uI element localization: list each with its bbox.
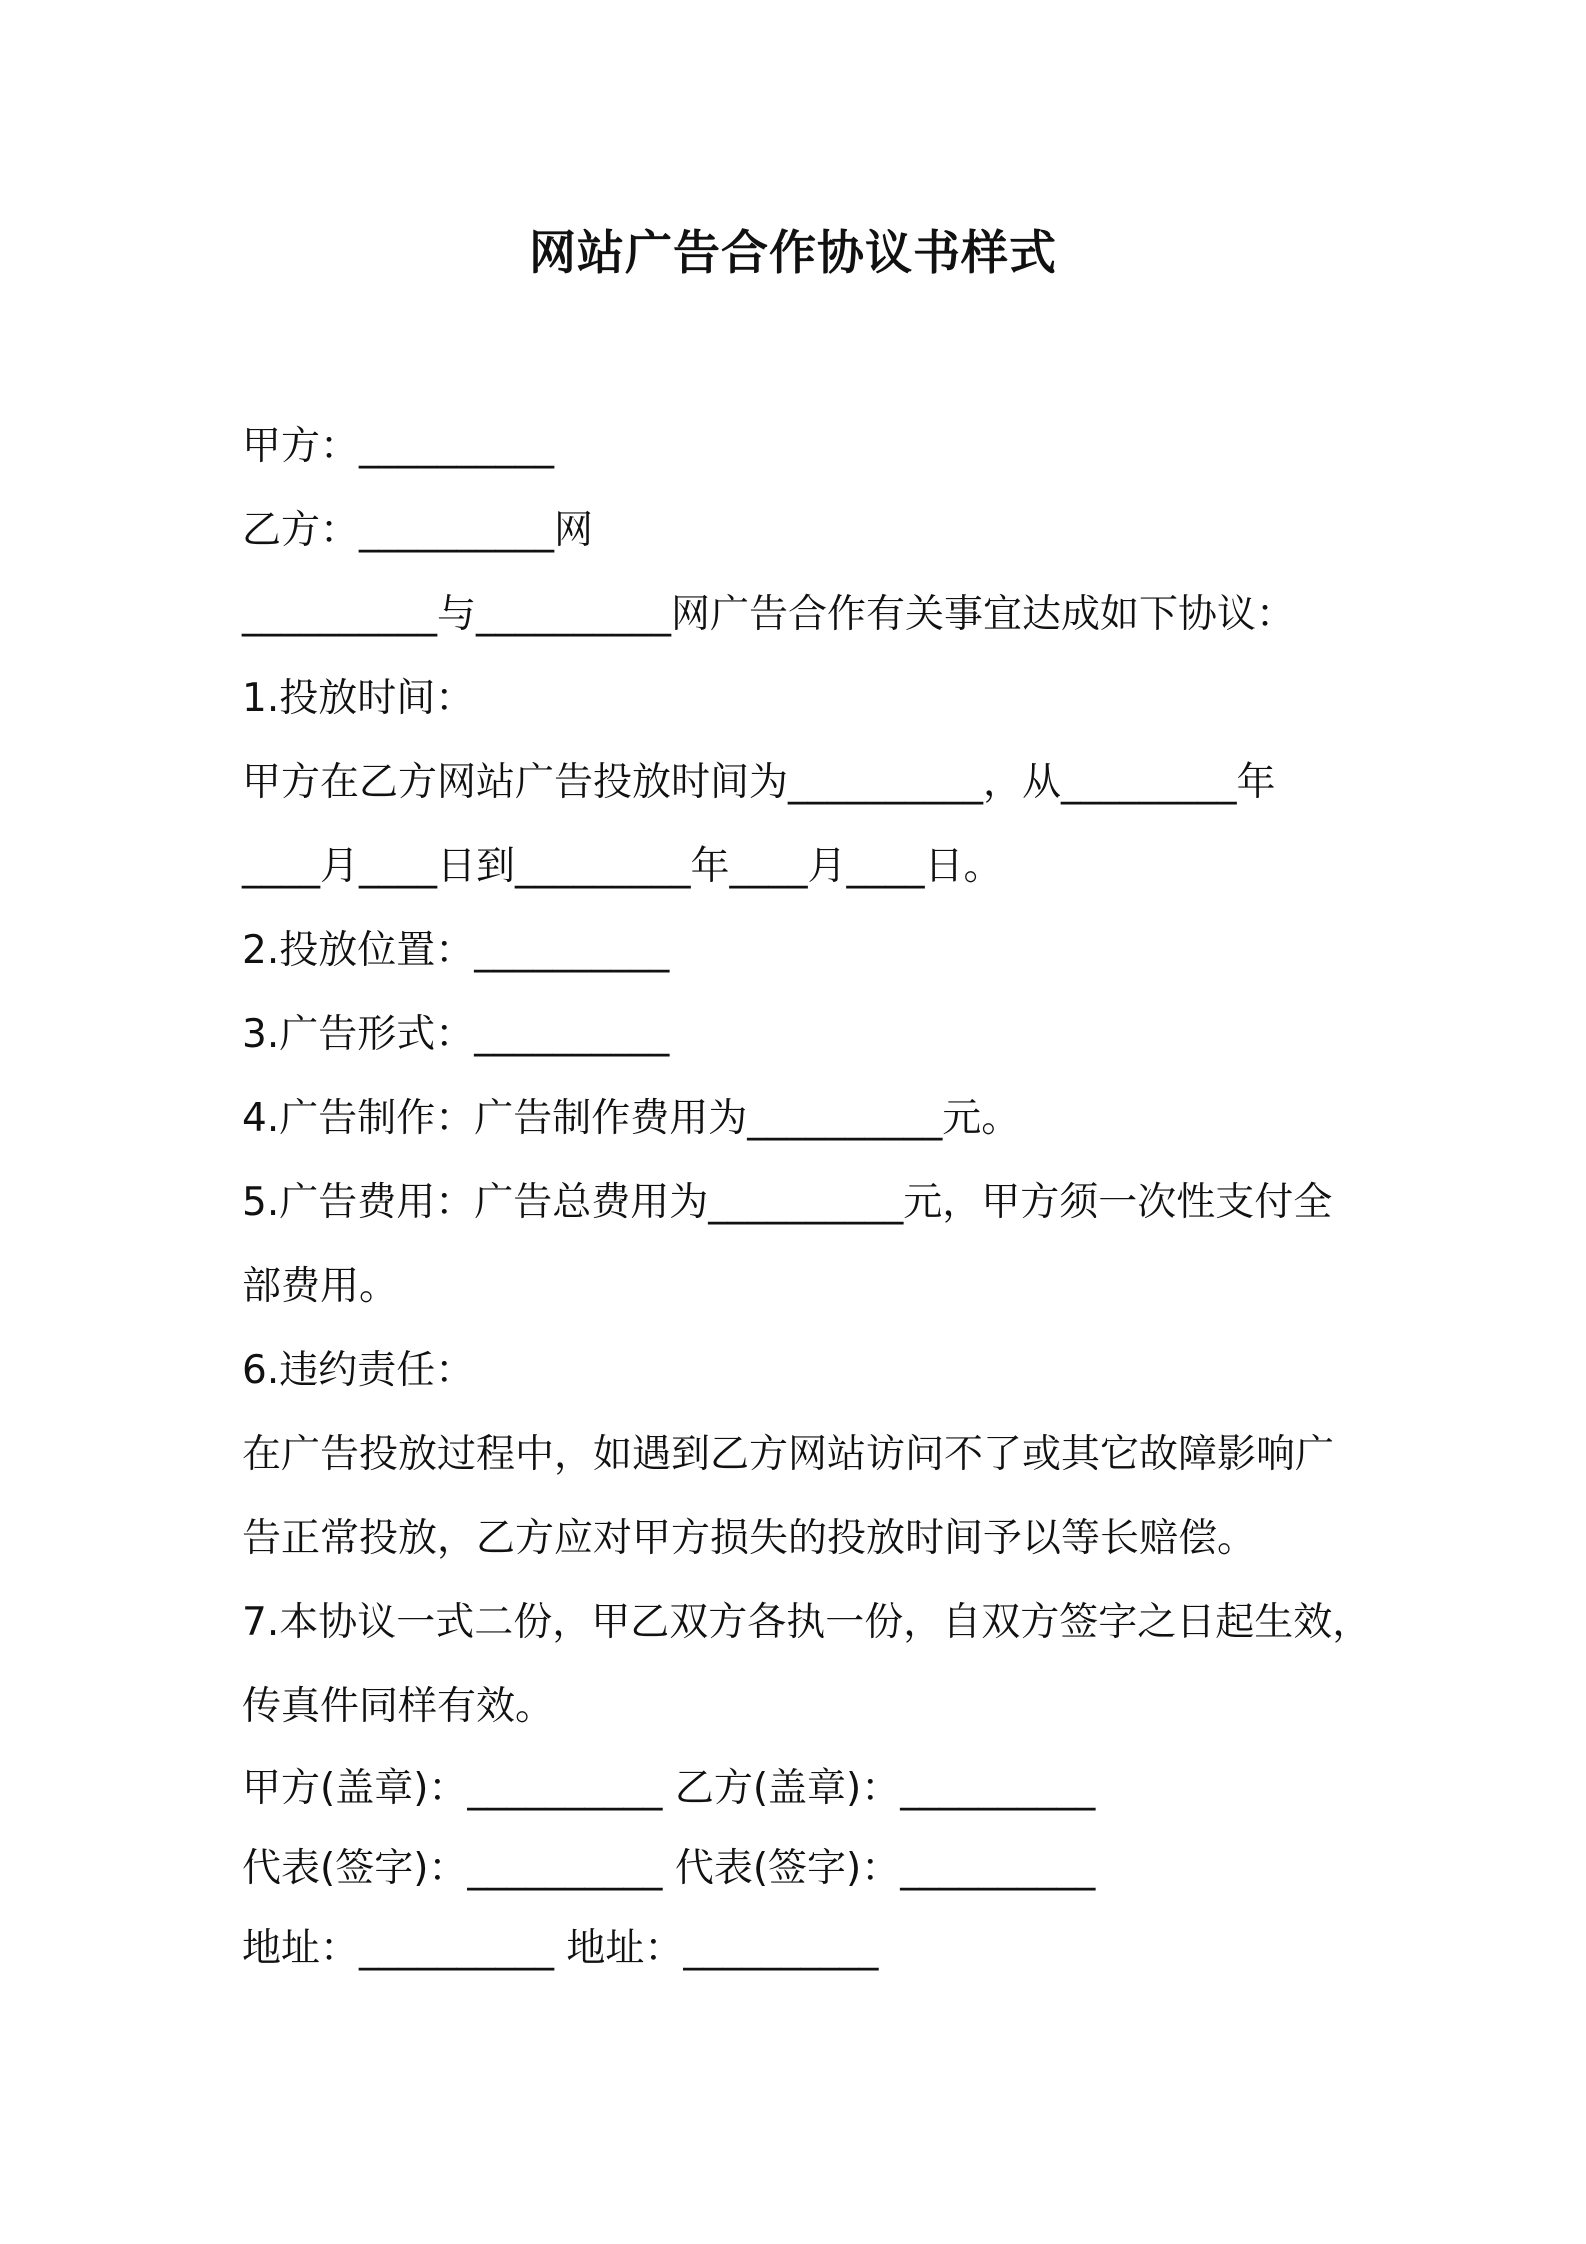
clause-1-text-cont: ____月____日到_________年____月____日。 bbox=[242, 844, 1003, 889]
clause-5: 5.广告费用：广告总费用为__________元，甲方须一次性支付全 bbox=[242, 1180, 1333, 1225]
agreement-intro: __________与__________网广告合作有关事宜达成如下协议： bbox=[242, 592, 1296, 637]
signature-seal-line: 甲方(盖章)：__________ 乙方(盖章)：__________ bbox=[242, 1766, 1096, 1811]
clause-5-cont: 部费用。 bbox=[242, 1264, 399, 1309]
clause-2: 2.投放位置：__________ bbox=[242, 928, 670, 973]
clause-4: 4.广告制作：广告制作费用为__________元。 bbox=[242, 1096, 1021, 1141]
signature-representative-line: 代表(签字)：__________ 代表(签字)：__________ bbox=[242, 1846, 1096, 1891]
clause-7: 7.本协议一式二份，甲乙双方各执一份，自双方签字之日起生效， bbox=[242, 1600, 1372, 1645]
clause-1-heading: 1.投放时间： bbox=[242, 676, 475, 721]
party-a-line: 甲方：__________ bbox=[242, 424, 555, 469]
document-body bbox=[242, 405, 1372, 1989]
signature-address-line: 地址：__________ 地址：__________ bbox=[242, 1926, 879, 1971]
clause-6-heading: 6.违约责任： bbox=[242, 1348, 475, 1393]
document-title: 网站广告合作协议书样式 bbox=[529, 226, 1057, 281]
party-b-line: 乙方：__________网 bbox=[242, 508, 594, 553]
clause-6-text-cont: 告正常投放，乙方应对甲方损失的投放时间予以等长赔偿。 bbox=[242, 1516, 1257, 1561]
clause-1-text: 甲方在乙方网站广告投放时间为__________，从_________年 bbox=[242, 760, 1276, 805]
clause-7-cont: 传真件同样有效。 bbox=[242, 1684, 555, 1729]
clause-6-text: 在广告投放过程中，如遇到乙方网站访问不了或其它故障影响广 bbox=[242, 1432, 1335, 1477]
clause-3: 3.广告形式：__________ bbox=[242, 1012, 670, 1057]
